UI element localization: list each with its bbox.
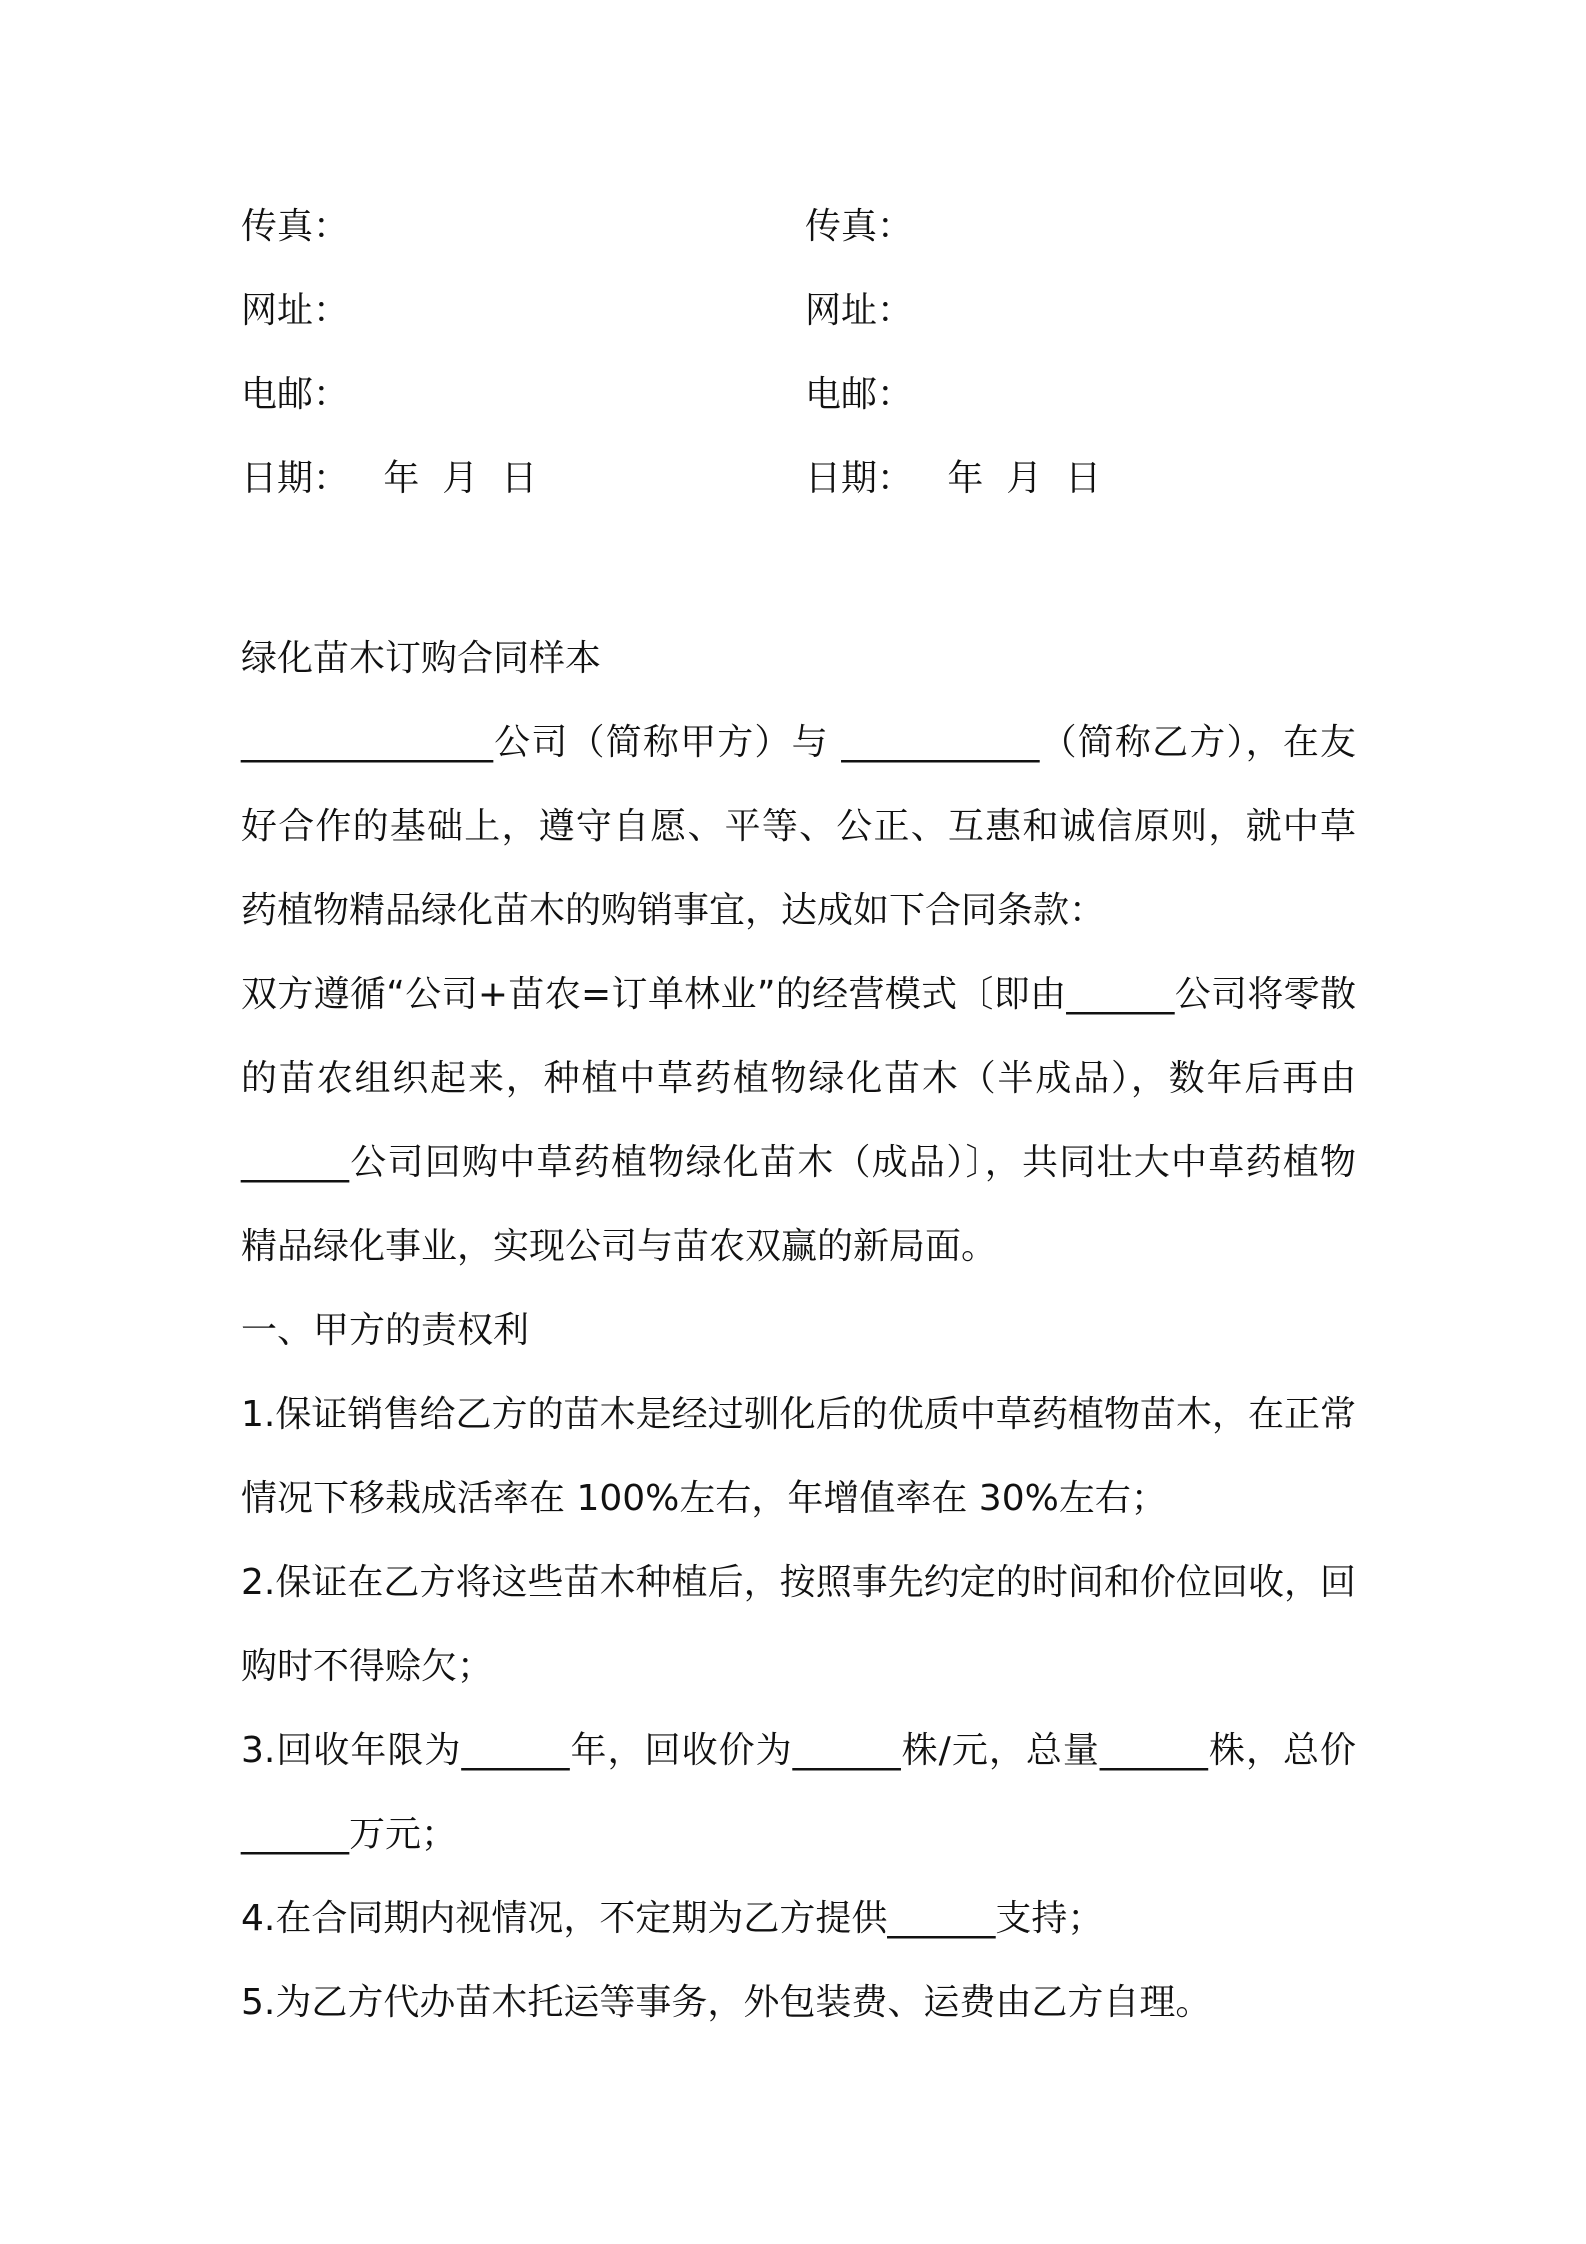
party-a-website-label: 网址： — [241, 290, 350, 331]
intro-paragraph: ______________公司（简称甲方）与 ___________（简称乙方），在友好合作的基础上，遵守自愿、平等、公正、互惠和诚信原则，就中草药植物精品绿化苗木的购销事宜，达成如下合同条款： — [241, 722, 1356, 931]
clause-item: 1.保证销售给乙方的苗木是经过驯化后的优质中草药植物苗木，在正常情况下移栽成活率在 100%左右，年增值率在 30%左右； — [241, 1394, 1356, 1519]
party-a-fax-label: 传真： — [241, 206, 350, 247]
email-row — [241, 368, 1351, 452]
party-b-date-label: 日期： 年 月 日 — [805, 458, 1102, 499]
party-a-email-label: 电邮： — [241, 374, 350, 415]
contract-body — [241, 617, 1356, 2045]
party-b-website-label: 网址： — [805, 290, 914, 331]
clause-item: 5.为乙方代办苗木托运等事务，外包装费、运费由乙方自理。 — [241, 1982, 1212, 2023]
section-heading: 一、甲方的责权利 — [241, 1310, 530, 1351]
party-b-fax-label: 传真： — [805, 206, 914, 247]
website-row — [241, 284, 1351, 368]
contact-fields — [241, 200, 1351, 536]
business-mode-paragraph: 双方遵循“公司+苗农=订单林业”的经营模式〔即由______公司将零散的苗农组织起来，种植中草药植物绿化苗木（半成品），数年后再由______公司回购中草药植物绿化苗木（成品）〕，共同壮大中草药植物精品绿化事业，实现公司与苗农双赢的新局面。 — [241, 974, 1356, 1267]
clause-item: 4.在合同期内视情况，不定期为乙方提供______支持； — [241, 1898, 1104, 1939]
date-row — [241, 452, 1351, 536]
clause-item: 2.保证在乙方将这些苗木种植后，按照事先约定的时间和价位回收，回购时不得赊欠； — [241, 1562, 1356, 1687]
party-a-date-label: 日期： 年 月 日 — [241, 458, 538, 499]
party-b-email-label: 电邮： — [805, 374, 914, 415]
fax-row — [241, 200, 1351, 284]
clause-item: 3.回收年限为______年，回收价为______株/元，总量______株，总价______万元； — [241, 1730, 1356, 1855]
document-title: 绿化苗木订购合同样本 — [241, 638, 602, 679]
